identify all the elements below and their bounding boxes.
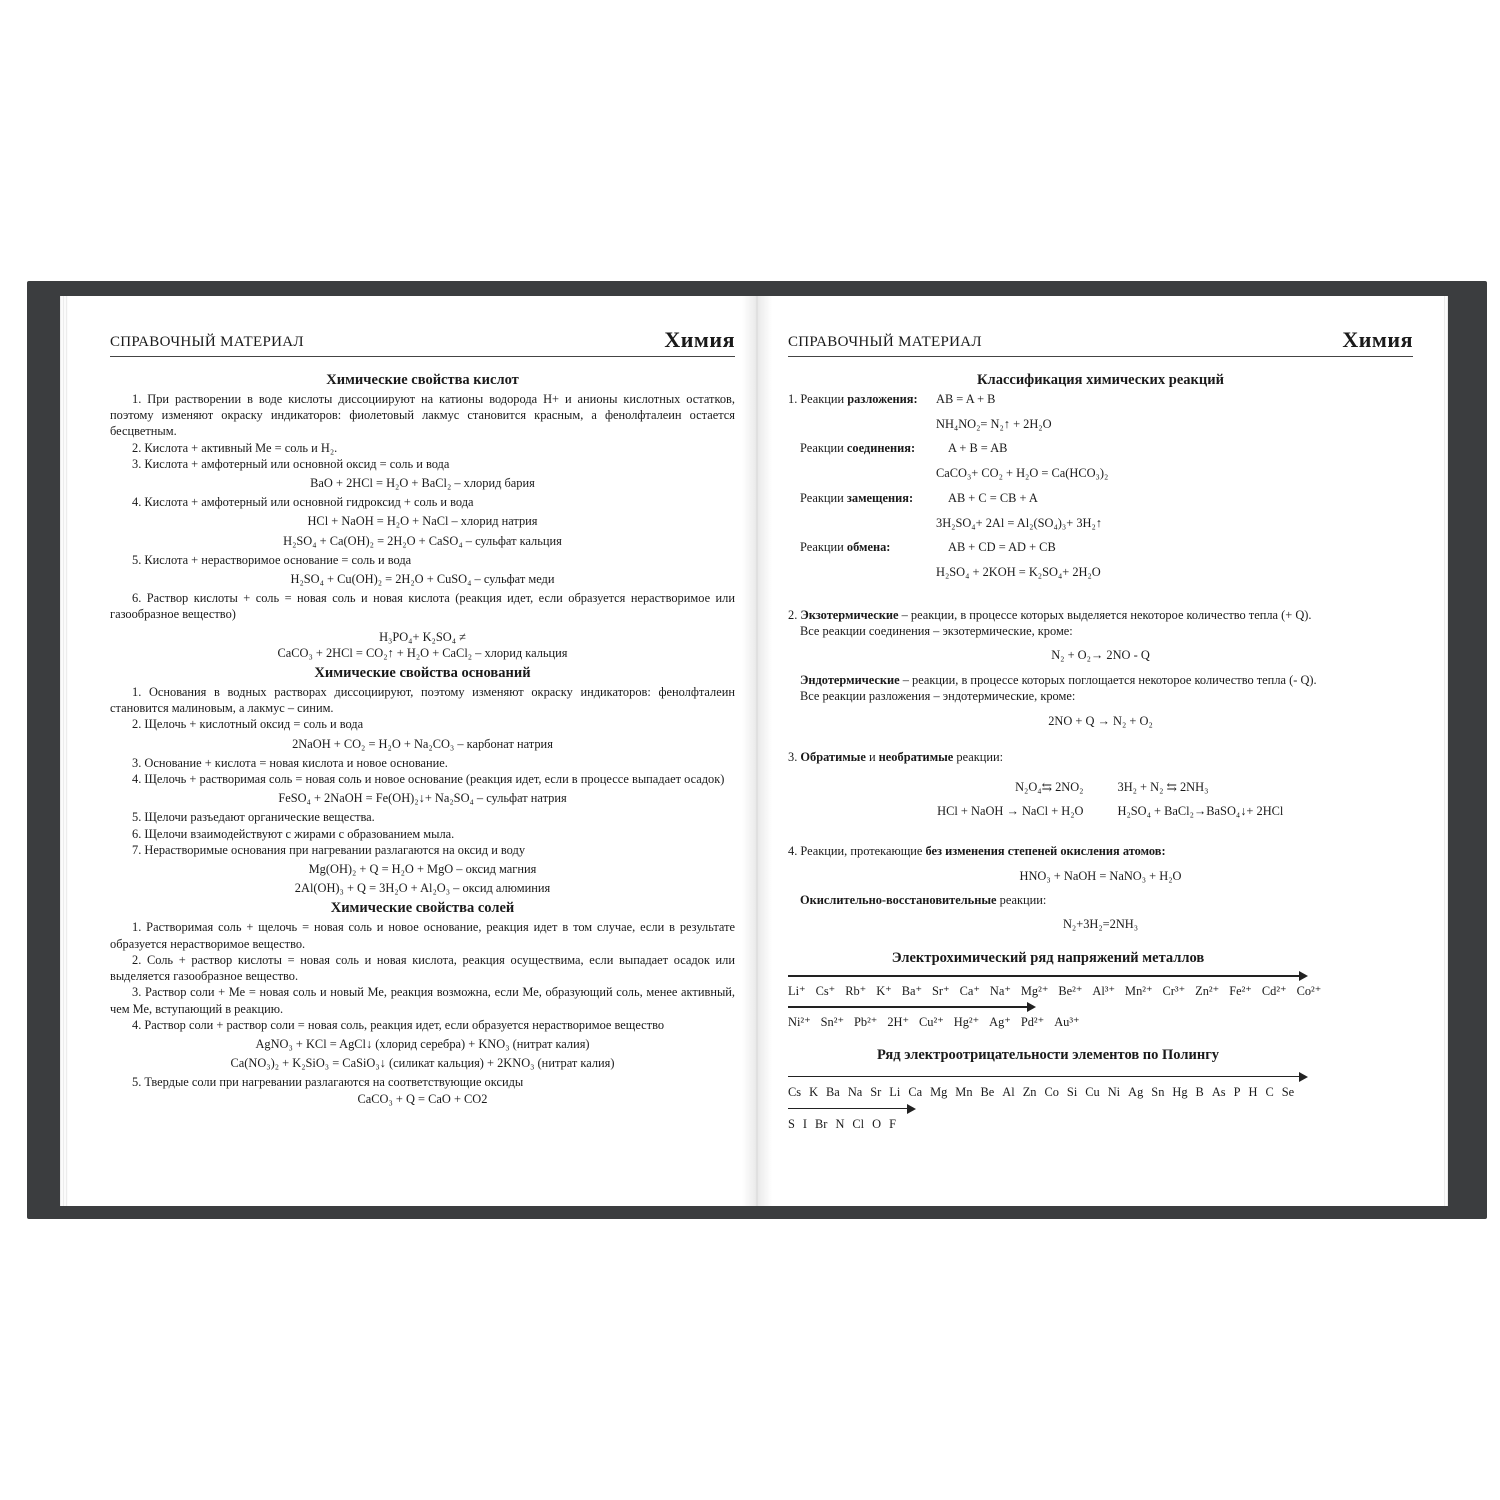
- paragraph: 2. Кислота + активный Ме = соль и H₂.: [132, 440, 338, 455]
- left-page-header: [110, 326, 735, 357]
- paragraph: 3. Раствор соли + Ме = новая соль и новый Ме, реакция возможна, если Ме, образующий соль, менее активный, чем Ме, вступающий в реакцию.: [110, 985, 735, 1016]
- reaction-row-combination: [788, 440, 1413, 456]
- term-bold: без изменения степеней окисления атомов:: [925, 844, 1166, 859]
- element-item: Co: [1044, 1084, 1059, 1099]
- element-item: Br: [815, 1116, 828, 1131]
- book-gutter: [742, 296, 772, 1206]
- element-item: Zn: [1022, 1084, 1037, 1099]
- element-item: Li: [889, 1084, 901, 1099]
- element-item: Na: [847, 1084, 863, 1099]
- formula: BaO + 2HCl = H₂O + BaCl₂ – хлорид бария: [310, 476, 535, 491]
- paragraph: 1. Основания в водных растворах диссоциируют, поэтому изменяют окраску индикаторов: фенолфталеин становится малиновым, а лакмус – синим.: [110, 685, 735, 716]
- ion-item: Pb²⁺: [854, 1015, 878, 1030]
- element-item: K: [809, 1084, 819, 1099]
- paragraph: 1. При растворении в воде кислоты диссоциируют на катионы водорода H+ и анионы кислотных остатков, поэтому изменяют окраску индикаторов: фиолетовый лакмус становится красным, а фенолфталеин остается бесцветным.: [110, 392, 735, 439]
- arrow-head-icon: [907, 1104, 916, 1114]
- formula: AB = A + B: [936, 392, 996, 406]
- formula: 2NaOH + CO₂ = H₂O + Na₂CO₃ – карбонат натрия: [292, 736, 553, 751]
- formula: Ca(NO₃)₂ + K₂SiO₃ = CaSiO₃↓ (силикат кальция) + 2KNO₃ (нитрат калия): [230, 1056, 615, 1071]
- formula: H₂SO₄ + Cu(OH)₂ = 2H₂O + CuSO₄ – сульфат меди: [290, 572, 555, 587]
- element-item: Cl: [852, 1116, 865, 1131]
- element-item: Al: [1002, 1084, 1015, 1099]
- formula: CaCO₃+ CO₂ + H₂O = Ca(HCO₃)₂: [936, 466, 1109, 481]
- formula: AB + C = CB + A: [948, 490, 1038, 505]
- formula: NH₄NO₂= N₂↑ + 2H₂O: [936, 416, 1052, 431]
- ion-item: Ni²⁺: [788, 1015, 811, 1030]
- element-item: Be: [980, 1084, 995, 1099]
- section-title-acids: Химические свойства кислот: [326, 372, 519, 388]
- element-item: Sn: [1151, 1084, 1165, 1099]
- formula: N₂+3H₂=2NH₃: [1062, 917, 1139, 932]
- formula: H₃PO₄+ K₂SO₄ ≠: [379, 629, 466, 644]
- element-item: S: [788, 1116, 795, 1131]
- irreversible-formulas: [788, 803, 1413, 819]
- ion-item: Ba⁺: [901, 984, 923, 999]
- arrow-line: [788, 971, 1308, 981]
- term-bold: Экзотермические: [800, 607, 899, 622]
- ion-item: Au³⁺: [1054, 1015, 1080, 1030]
- ion-item: Cd²⁺: [1261, 984, 1287, 999]
- reaction-label-bold: соединения:: [846, 441, 916, 456]
- redox-line: Окислительно-восстановительные реакции:: [800, 892, 1047, 907]
- section-title-bases: Химические свойства оснований: [314, 665, 531, 682]
- paragraph: 6. Щелочи взаимодействуют с жирами с образованием мыла.: [132, 826, 455, 841]
- formula: 3H₂ + N₂ ⇆ 2NH₃: [1117, 780, 1209, 795]
- ion-item: Ca⁺: [959, 984, 980, 999]
- reaction-label-bold: разложения:: [847, 392, 918, 406]
- ion-item: Ag⁺: [989, 1015, 1011, 1030]
- formula: AgNO₃ + KCl = AgCl↓ (хлорид серебра) + KNO₃ (нитрат калия): [255, 1036, 590, 1051]
- formula: AB + CD = AD + CB: [948, 540, 1056, 555]
- paragraph: 6. Раствор кислоты + соль = новая соль и новая кислота (реакция идет, если образуется нерастворимое или газообразное вещество): [110, 591, 735, 622]
- ion-item: Cr³⁺: [1162, 984, 1186, 999]
- formula: A + B = AB: [948, 441, 1008, 456]
- element-item: B: [1195, 1084, 1204, 1099]
- term-bold: Эндотермические: [800, 673, 900, 688]
- header-subject-title: Химия: [1342, 327, 1413, 352]
- formula: CaCO₃ + 2HCl = CO₂↑ + H₂O + CaCl₂ – хлорид кальция: [277, 645, 568, 660]
- formula: HCl + NaOH → NaCl + H₂O: [937, 804, 1084, 819]
- element-series-row-2: [788, 1116, 1413, 1132]
- oxidation-line: 4. Реакции, протекающие без изменения степеней окисления атомов:: [788, 844, 1166, 859]
- reaction-row-exchange: [788, 539, 1413, 555]
- ion-item: Mn²⁺: [1125, 984, 1153, 999]
- arrow-line: [788, 1002, 1038, 1012]
- formula: H₂SO₄ + BaCl₂→BaSO₄↓+ 2HCl: [1117, 804, 1284, 819]
- ion-item: K⁺: [876, 984, 892, 999]
- exothermic-note: Все реакции соединения – экзотермические, кроме:: [800, 623, 1073, 638]
- paragraph: 5. Кислота + нерастворимое основание = соль и вода: [132, 552, 412, 567]
- left-page-content: [110, 368, 735, 1110]
- paragraph: 2. Соль + раствор кислоты = новая соль и новая кислота, реакция осуществима, если выпадает осадок или выделяется газообразное вещество.: [110, 952, 735, 984]
- element-series-row-1: [788, 1084, 1413, 1100]
- element-item: Se: [1281, 1084, 1295, 1099]
- exothermic-line: 2. Экзотермические – реакции, в процессе которых выделяется некоторое количество тепла (+ Q).: [788, 607, 1312, 622]
- ion-item: Rb⁺: [845, 984, 867, 999]
- element-item: Cs: [788, 1084, 802, 1099]
- element-item: I: [802, 1116, 808, 1131]
- element-item: Ni: [1107, 1084, 1121, 1099]
- paragraph: 4. Раствор соли + раствор соли = новая соль, реакция идет, если образуется нерастворимое вещество: [132, 1017, 665, 1032]
- element-item: F: [889, 1116, 896, 1131]
- element-item: Cu: [1085, 1084, 1100, 1099]
- formula: 2NO + Q → N₂ + O₂: [1048, 713, 1153, 728]
- element-item: Hg: [1172, 1084, 1188, 1099]
- formula: N₂O₄⇆ 2NO₂: [1015, 780, 1084, 795]
- ion-series-row-1: [788, 983, 1413, 999]
- ion-item: Co²⁺: [1296, 984, 1322, 999]
- term-bold: Окислительно-восстановительные: [800, 892, 997, 907]
- element-item: N: [835, 1116, 845, 1131]
- formula: Mg(OH)₂ + Q = H₂O + MgO – оксид магния: [308, 862, 537, 877]
- paragraph: 1. Растворимая соль + щелочь = новая соль и новое основание, реакция идет в том случае, если в результате образуется нерастворимое вещество.: [110, 920, 735, 951]
- paragraph: 5. Твердые соли при нагревании разлагаются на соответствующие оксиды: [132, 1075, 524, 1090]
- ion-item: Fe²⁺: [1229, 984, 1252, 999]
- paragraph: 7. Нерастворимые основания при нагревании разлагаются на оксид и воду: [132, 842, 526, 857]
- right-page-content: [788, 368, 1413, 1132]
- ion-item: Be²⁺: [1058, 984, 1083, 999]
- section-title-classification: Классификация химических реакций: [977, 372, 1224, 388]
- element-item: C: [1265, 1084, 1274, 1099]
- ion-item: Hg²⁺: [953, 1015, 980, 1030]
- formula: 3H₂SO₄+ 2Al = Al₂(SO₄)₃+ 3H₂↑: [936, 515, 1102, 530]
- element-item: Si: [1066, 1084, 1078, 1099]
- reaction-row: [788, 564, 1413, 580]
- arrow-head-icon: [1027, 1002, 1036, 1012]
- element-item: Mn: [955, 1084, 973, 1099]
- element-item: Ca: [908, 1084, 923, 1099]
- endothermic-line: Эндотермические – реакции, в процессе которых поглощается некоторое количество тепла (- Q).: [800, 673, 1317, 688]
- ion-item: Mg²⁺: [1020, 984, 1049, 999]
- reaction-label-bold: замещения:: [846, 490, 914, 505]
- element-item: P: [1233, 1084, 1241, 1099]
- formula: N₂ + O₂→ 2NO - Q: [1051, 648, 1150, 663]
- reaction-row: [788, 465, 1413, 481]
- arrow-line: [788, 1104, 918, 1114]
- reaction-label: 1. Реакции: [788, 392, 848, 406]
- section-title-pauling-series: Ряд электроотрицательности элементов по Полингу: [876, 1046, 1220, 1063]
- reaction-row: [788, 515, 1413, 531]
- element-item: Mg: [930, 1084, 948, 1099]
- arrow-head-icon: [1299, 971, 1308, 981]
- reaction-label: Реакции: [800, 540, 847, 555]
- element-item: Sr: [870, 1084, 882, 1099]
- arrow-line: [788, 1072, 1308, 1082]
- header-reference-label: СПРАВОЧНЫЙ МАТЕРИАЛ: [788, 334, 982, 350]
- term-bold: необратимые: [878, 749, 954, 764]
- paragraph: 3. Основание + кислота = новая кислота и новое основание.: [132, 755, 448, 770]
- paragraph: 3. Кислота + амфотерный или основной оксид = соль и вода: [132, 456, 450, 471]
- element-item: H: [1248, 1084, 1258, 1099]
- paragraph: 5. Щелочи разъедают органические вещества.: [132, 810, 375, 825]
- ion-item: Cu²⁺: [919, 1015, 944, 1030]
- arrow-head-icon: [1299, 1072, 1308, 1082]
- ion-series-row-2: [788, 1014, 1413, 1030]
- ion-item: Li⁺: [788, 984, 806, 999]
- right-page-header: [788, 326, 1413, 357]
- element-item: Ba: [826, 1084, 840, 1099]
- endothermic-note: Все реакции разложения – эндотермические, кроме:: [800, 689, 1076, 704]
- formula: HCl + NaOH = H₂O + NaCl – хлорид натрия: [307, 514, 538, 529]
- ion-item: Cs⁺: [815, 984, 836, 999]
- reaction-row: [788, 416, 1413, 432]
- ion-item: 2H⁺: [887, 1015, 910, 1030]
- formula: HNO₃ + NaOH = NaNO₃ + H₂O: [1019, 868, 1182, 883]
- reaction-row-decomposition: [788, 391, 1413, 407]
- section-title-electrochemical-series: Электрохимический ряд напряжений металлов: [891, 950, 1205, 967]
- element-item: Ag: [1128, 1084, 1144, 1099]
- formula: H₂SO₄ + 2KOH = K₂SO₄+ 2H₂O: [936, 564, 1101, 579]
- element-item: O: [872, 1116, 882, 1131]
- paragraph: 4. Кислота + амфотерный или основной гидроксид + соль и вода: [132, 495, 474, 510]
- formula: H₂SO₄ + Ca(OH)₂ = 2H₂O + CaSO₄ – сульфат кальция: [283, 533, 562, 548]
- formula: 2Al(OH)₃ + Q = 3H₂O + Al₂O₃ – оксид алюминия: [294, 881, 551, 896]
- paragraph: 4. Щелочь + растворимая соль = новая соль и новое основание (реакция идет, если в процессе выпадает осадок): [132, 772, 725, 787]
- ion-item: Al³⁺: [1092, 984, 1116, 999]
- paragraph: 2. Щелочь + кислотный оксид = соль и вода: [132, 717, 364, 732]
- term-bold: Обратимые: [800, 749, 866, 764]
- reversible-formulas: [788, 779, 1413, 795]
- reversible-line: 3. Обратимые и необратимые реакции:: [788, 749, 1004, 764]
- reaction-label: Реакции: [800, 441, 847, 456]
- ion-item: Sn²⁺: [820, 1015, 844, 1030]
- ion-item: Sr⁺: [932, 984, 950, 999]
- header-subject-title: Химия: [664, 327, 735, 352]
- formula: CaCO₃ + Q = CaO + CO2: [357, 1091, 488, 1106]
- ion-item: Na⁺: [989, 984, 1011, 999]
- ion-item: Zn²⁺: [1195, 984, 1220, 999]
- reaction-label-bold: обмена:: [846, 540, 891, 555]
- reaction-label: Реакции: [800, 490, 847, 505]
- element-item: As: [1211, 1084, 1226, 1099]
- ion-item: Pd²⁺: [1020, 1015, 1045, 1030]
- reaction-row-substitution: [788, 490, 1413, 506]
- header-reference-label: СПРАВОЧНЫЙ МАТЕРИАЛ: [110, 334, 304, 350]
- section-title-salts: Химические свойства солей: [330, 900, 515, 917]
- formula: FeSO₄ + 2NaOH = Fe(OH)₂↓+ Na₂SO₄ – сульфат натрия: [278, 791, 567, 806]
